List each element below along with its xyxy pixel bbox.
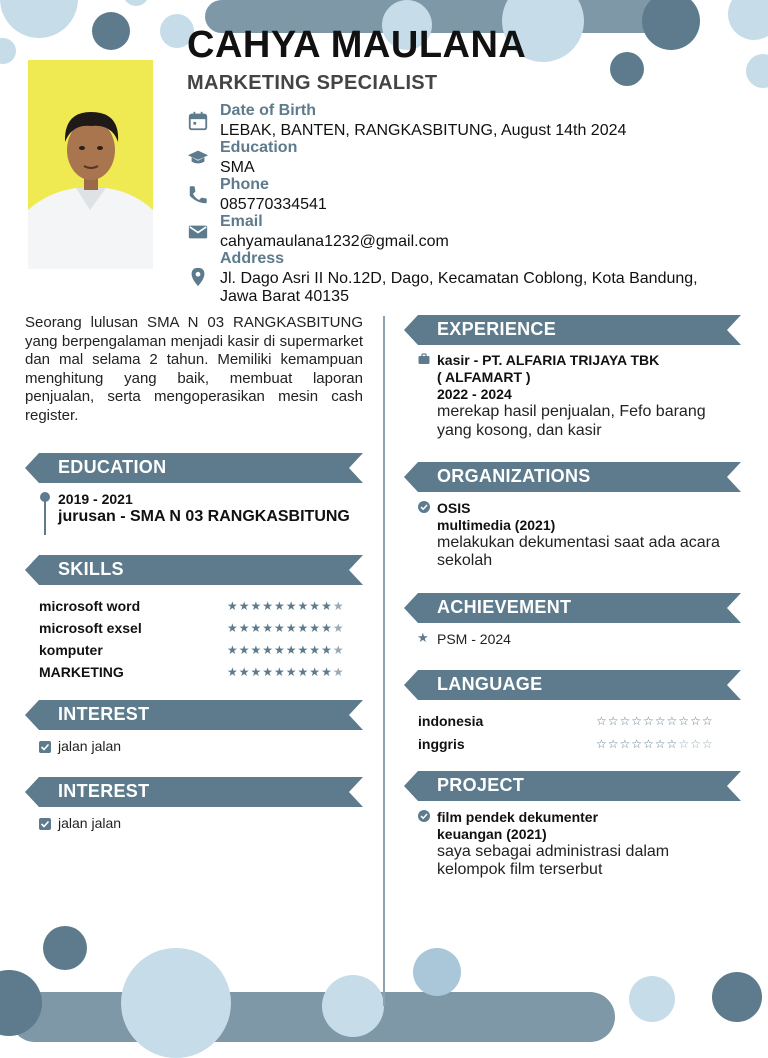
interest-heading: INTEREST xyxy=(58,704,150,724)
profile-summary: Seorang lulusan SMA N 03 RANGKASBITUNG yang berpengalaman menjadi kasir di supermarket dan mal selama 2 tahun. Memiliki kemampuan menghitung yang baik, membuat laporan penjualan, serta mengoperasikan mesin cash register. xyxy=(25,314,363,424)
organizations-banner xyxy=(404,462,741,492)
timeline-line xyxy=(44,500,46,535)
education-heading: EDUCATION xyxy=(58,457,167,477)
language-heading: LANGUAGE xyxy=(437,674,543,694)
skill-rating: ★★★★★★★★★★ xyxy=(227,621,345,635)
project-desc-line-2: kelompok film terserbut xyxy=(437,861,603,878)
project-banner xyxy=(404,771,741,801)
language-banner xyxy=(404,670,741,700)
achievement-item: PSM - 2024 xyxy=(437,631,511,647)
interest-heading-2: INTEREST xyxy=(58,781,150,801)
language-rating: ☆☆☆☆☆☆☆☆☆☆ xyxy=(596,714,714,728)
education-period: 2019 - 2021 xyxy=(58,491,133,507)
star-icon: ★ xyxy=(417,630,429,645)
experience-period: 2022 - 2024 xyxy=(437,386,512,402)
interest-item: jalan jalan xyxy=(58,738,122,754)
experience-banner xyxy=(404,315,741,345)
language-name: indonesia xyxy=(418,713,484,729)
address-label: Address xyxy=(220,250,285,267)
interest-banner xyxy=(25,700,363,730)
interest-item-2: jalan jalan xyxy=(58,815,122,831)
organization-desc-line-1: melakukan dekumentasi saat ada acara xyxy=(437,534,720,551)
job-title: MARKETING SPECIALIST xyxy=(187,72,438,94)
dob-value: LEBAK, BANTEN, RANGKASBITUNG, August 14th 2024 xyxy=(220,122,627,139)
email-value: cahyamaulana1232@gmail.com xyxy=(220,233,449,250)
skill-name: microsoft word xyxy=(39,598,141,614)
experience-desc-line-1: merekap hasil penjualan, Fefo barang xyxy=(437,403,706,420)
address-line-1: Jl. Dago Asri II No.12D, Dago, Kecamatan Coblong, Kota Bandung, xyxy=(220,270,698,287)
column-divider xyxy=(383,316,385,1006)
briefcase-icon xyxy=(418,353,430,365)
email-label: Email xyxy=(220,213,263,230)
education-label: Education xyxy=(220,139,298,156)
achievement-banner xyxy=(404,593,741,623)
check-circle-icon xyxy=(418,501,430,513)
project-title-line-2: keuangan (2021) xyxy=(437,826,547,842)
address-line-2: Jawa Barat 40135 xyxy=(220,288,349,305)
skill-name: microsoft exsel xyxy=(39,620,142,636)
language-rating: ☆☆☆☆☆☆☆☆☆☆ xyxy=(596,737,714,751)
skill-name: MARKETING xyxy=(39,664,124,680)
skills-banner xyxy=(25,555,363,585)
dob-label: Date of Birth xyxy=(220,102,316,119)
achievement-heading: ACHIEVEMENT xyxy=(437,597,572,617)
phone-value: 085770334541 xyxy=(220,196,327,213)
education-banner xyxy=(25,453,363,483)
project-desc-line-1: saya sebagai administrasi dalam xyxy=(437,843,670,860)
experience-role-line-1: kasir - PT. ALFARIA TRIJAYA TBK xyxy=(437,352,660,368)
experience-heading: EXPERIENCE xyxy=(437,319,557,339)
organization-desc-line-2: sekolah xyxy=(437,552,493,569)
phone-label: Phone xyxy=(220,176,269,193)
graduation-cap-icon xyxy=(187,147,209,169)
checkbox-icon xyxy=(39,818,51,830)
experience-desc-line-2: yang kosong, dan kasir xyxy=(437,422,602,439)
interest-banner-2 xyxy=(25,777,363,807)
skills-heading: SKILLS xyxy=(58,559,124,579)
calendar-icon xyxy=(187,110,209,132)
project-heading: PROJECT xyxy=(437,775,525,795)
project-title-line-1: film pendek dekumenter xyxy=(437,809,599,825)
skill-rating: ★★★★★★★★★★ xyxy=(227,599,345,613)
profile-photo xyxy=(28,60,153,269)
organization-sub: multimedia (2021) xyxy=(437,517,556,533)
organization-name: OSIS xyxy=(437,500,471,516)
experience-role-line-2: ( ALFAMART ) xyxy=(437,369,531,385)
email-icon xyxy=(187,221,209,243)
education-detail: jurusan - SMA N 03 RANGKASBITUNG xyxy=(58,508,350,525)
skill-rating: ★★★★★★★★★★ xyxy=(227,665,345,679)
location-pin-icon xyxy=(187,266,209,288)
skill-rating: ★★★★★★★★★★ xyxy=(227,643,345,657)
skill-name: komputer xyxy=(39,642,103,658)
phone-icon xyxy=(187,184,209,206)
language-name: inggris xyxy=(418,736,465,752)
organizations-heading: ORGANIZATIONS xyxy=(437,466,591,486)
check-circle-icon xyxy=(418,810,430,822)
education-value: SMA xyxy=(220,159,255,176)
person-name: CAHYA MAULANA xyxy=(187,24,527,66)
checkbox-icon xyxy=(39,741,51,753)
